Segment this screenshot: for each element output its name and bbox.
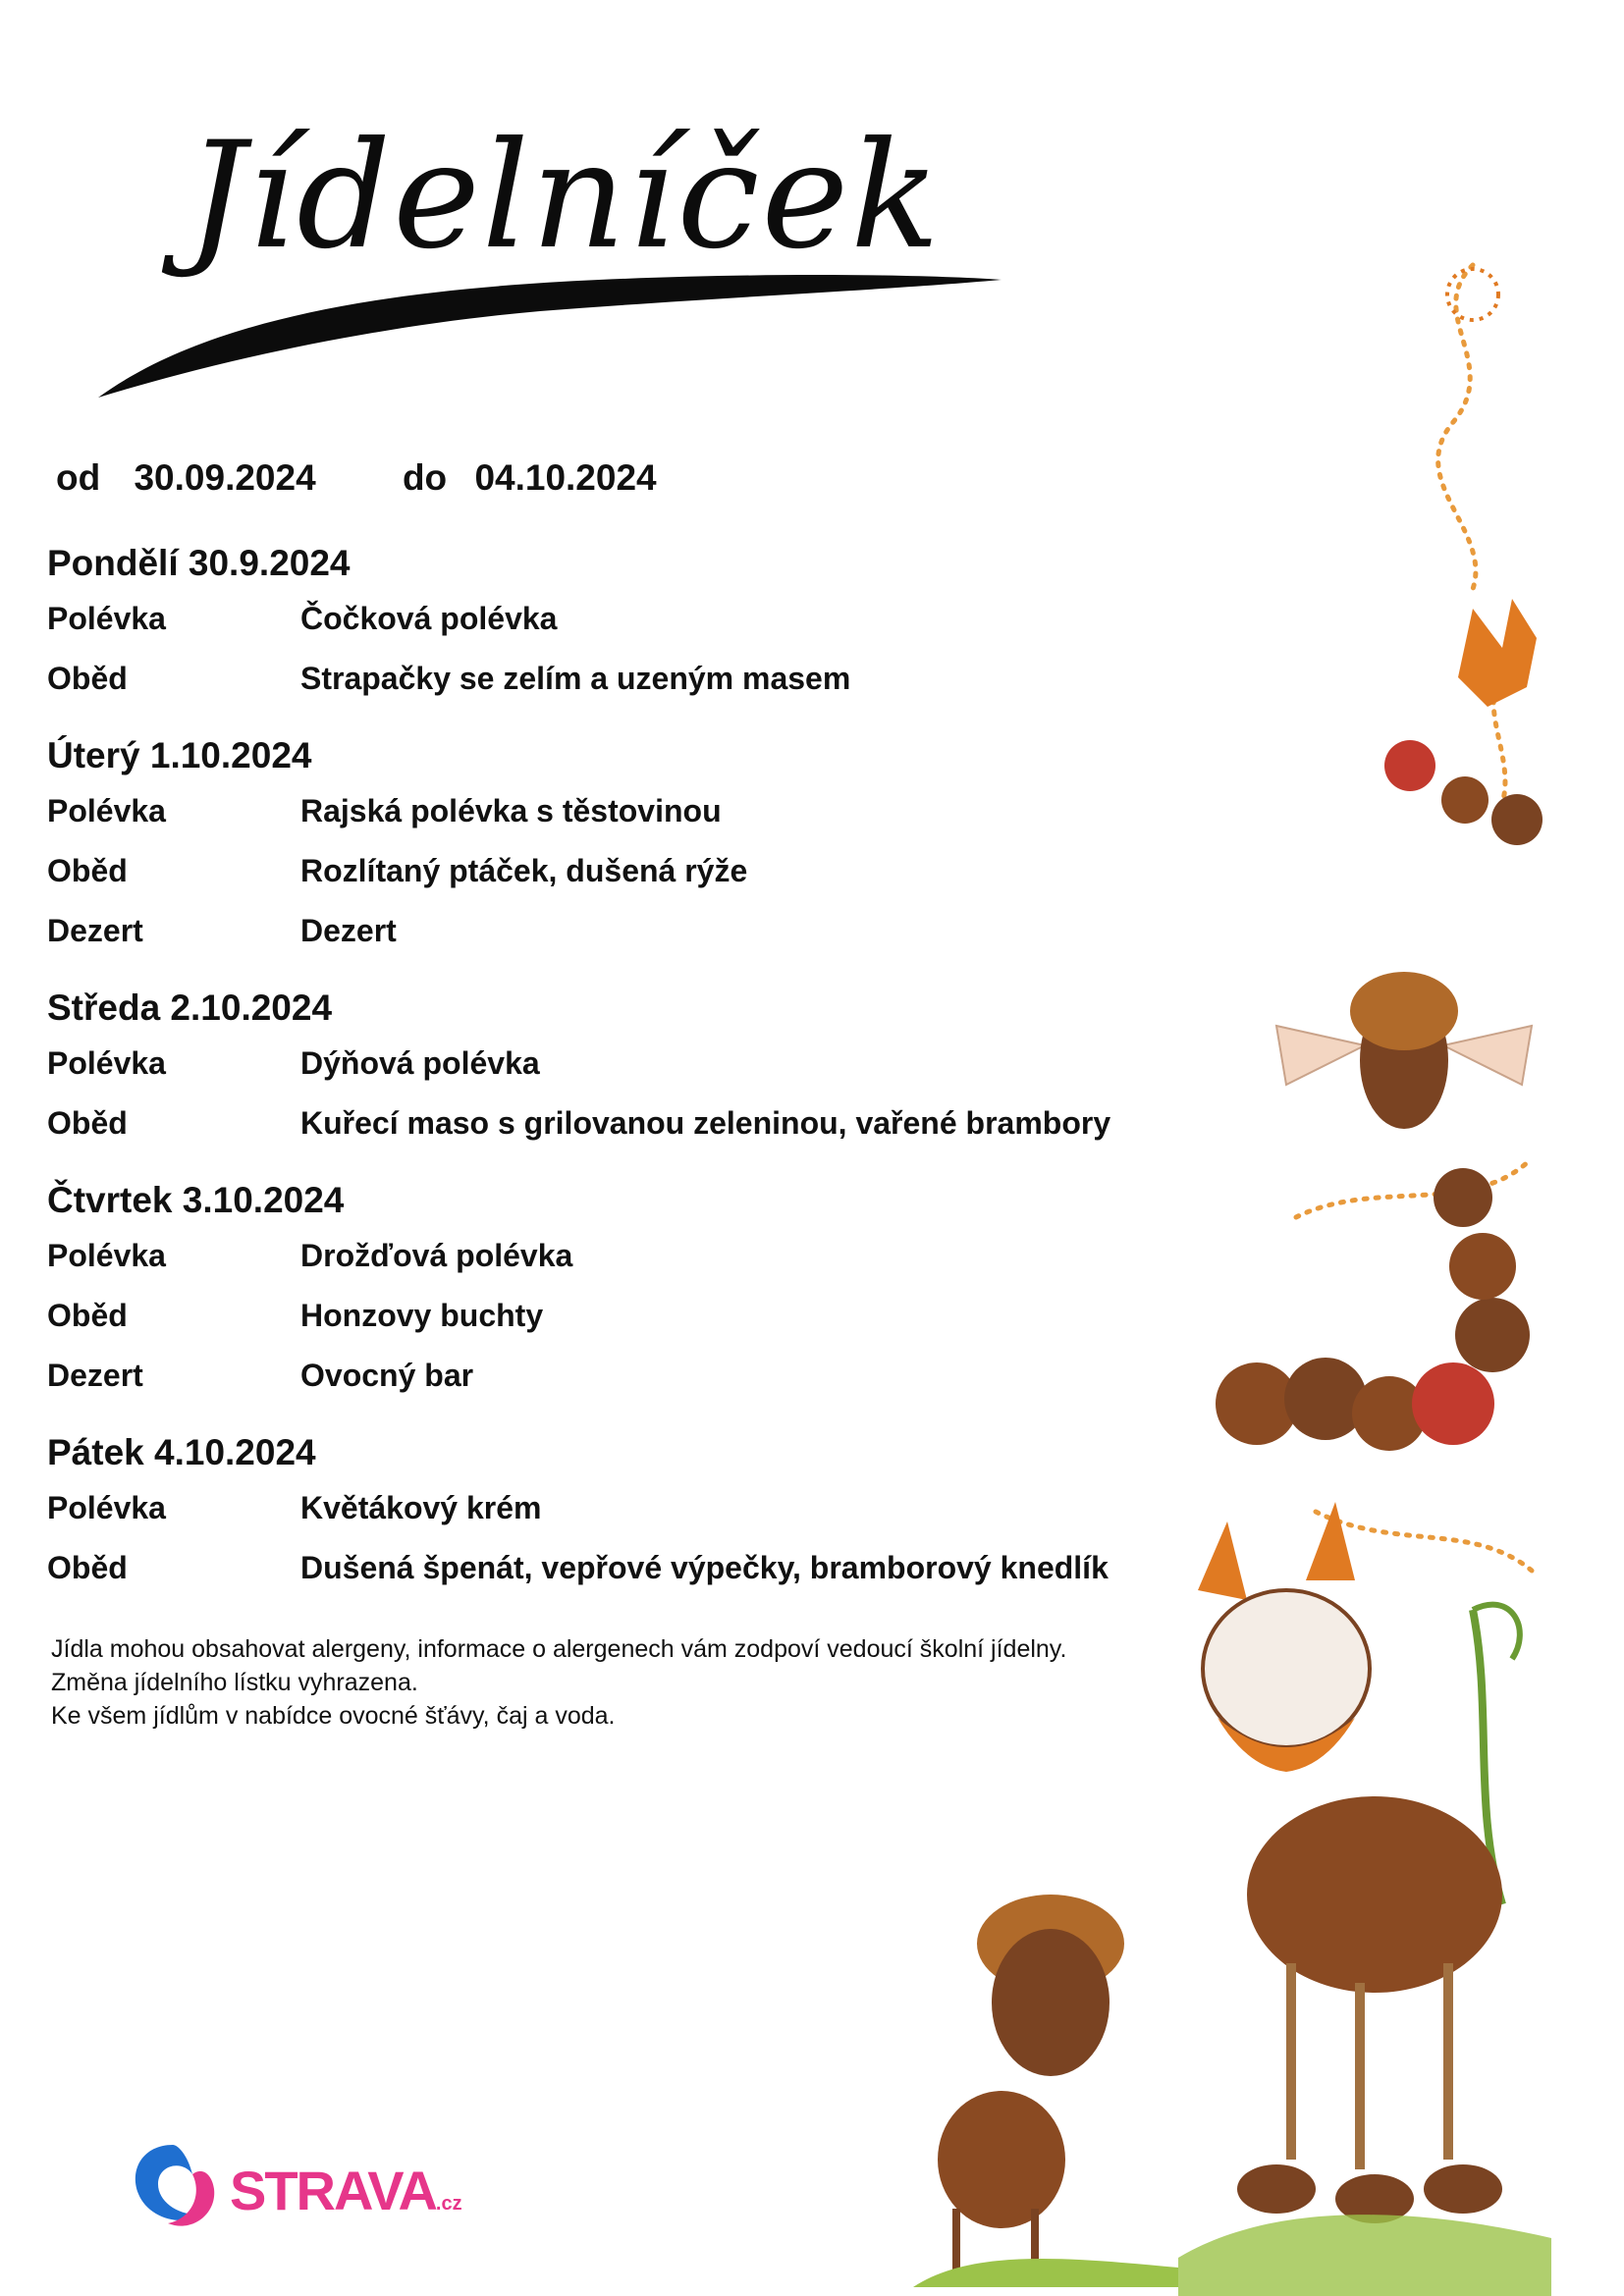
day-wednesday [47,983,1225,1153]
meal-label: Polévka [47,1238,166,1273]
day-title: Pondělí 30.9.2024 [47,543,351,583]
meal-dish: Dýňová polévka [300,1045,540,1081]
meal-label: Oběd [47,661,128,696]
meal-dish: Rajská polévka s těstovinou [300,793,722,828]
meal-label: Oběd [47,1105,128,1141]
meal-label: Oběd [47,853,128,888]
meal-row [47,1286,1225,1346]
meal-row [47,1478,1225,1538]
note-allergens: Jídla mohou obsahovat alergeny, informace o alergenech vám zodpoví vedoucí školní jídelny. [51,1635,1067,1663]
meal-row [47,649,1225,709]
day-title: Středa 2.10.2024 [47,988,333,1028]
day-title: Čtvrtek 3.10.2024 [47,1180,345,1220]
meal-row [47,1538,1225,1598]
meal-label: Polévka [47,793,166,828]
date-range [56,457,657,499]
meal-label: Polévka [47,1045,166,1081]
meal-dish: Ovocný bar [300,1358,474,1393]
day-monday [47,538,1225,709]
meal-row [47,781,1225,841]
range-from-label: od [56,457,101,498]
day-title: Úterý 1.10.2024 [47,735,312,775]
range-from-date: 30.09.2024 [134,457,316,498]
meal-dish: Rozlítaný ptáček, dušená rýže [300,853,748,888]
strava-logo-icon [124,2135,222,2243]
small-acorn-figure [913,1826,1178,2287]
meal-label: Dezert [47,1358,143,1393]
note-drinks: Ke všem jídlům v nabídce ovocné šťávy, čaj a voda. [51,1702,616,1730]
meal-dish: Dušená špenát, vepřové výpečky, bramborový knedlík [300,1550,1109,1585]
day-thursday [47,1175,1225,1406]
meal-row [47,589,1225,649]
meal-row [47,1226,1225,1286]
meal-dish: Strapačky se zelím a uzeným masem [300,661,851,696]
meal-row [47,1034,1225,1094]
chestnut-deer-figure [1198,1502,1502,2223]
meal-label: Polévka [47,1490,166,1525]
autumn-decoration-illustration [1178,236,1551,2296]
range-to-label: do [402,457,448,498]
meal-dish: Honzovy buchty [300,1298,544,1333]
meal-dish: Čočková polévka [300,601,558,636]
range-to-date: 04.10.2024 [474,457,657,498]
chestnut-caterpillar-figure [1216,1168,1530,1451]
note-changes: Změna jídelního lístku vyhrazena. [51,1669,418,1696]
meal-label: Dezert [47,913,143,948]
meal-row [47,1346,1225,1406]
menu-notes [51,1632,1066,1733]
meal-row [47,1094,1225,1153]
day-friday [47,1427,1225,1598]
strava-logo-name: STRAVA [230,2160,436,2221]
meal-dish: Dezert [300,913,397,948]
meal-dish: Drožďová polévka [300,1238,573,1273]
day-tuesday [47,730,1225,961]
meal-label: Oběd [47,1298,128,1333]
strava-logo[interactable] [124,2135,462,2243]
strava-logo-suffix: .cz [435,2193,462,2215]
meal-dish: Květákový krém [300,1490,542,1525]
meal-dish: Kuřecí maso s grilovanou zeleninou, vařené brambory [300,1105,1111,1141]
weekly-menu [47,538,1225,1620]
acorn-bird-figure [1276,972,1532,1129]
meal-label: Oběd [47,1550,128,1585]
strava-logo-text [230,2159,462,2222]
title-swash-decoration [88,250,1011,407]
meal-row [47,901,1225,961]
meal-row [47,841,1225,901]
day-title: Pátek 4.10.2024 [47,1432,316,1472]
meal-label: Polévka [47,601,166,636]
page-title: Jídelníček [187,111,943,282]
